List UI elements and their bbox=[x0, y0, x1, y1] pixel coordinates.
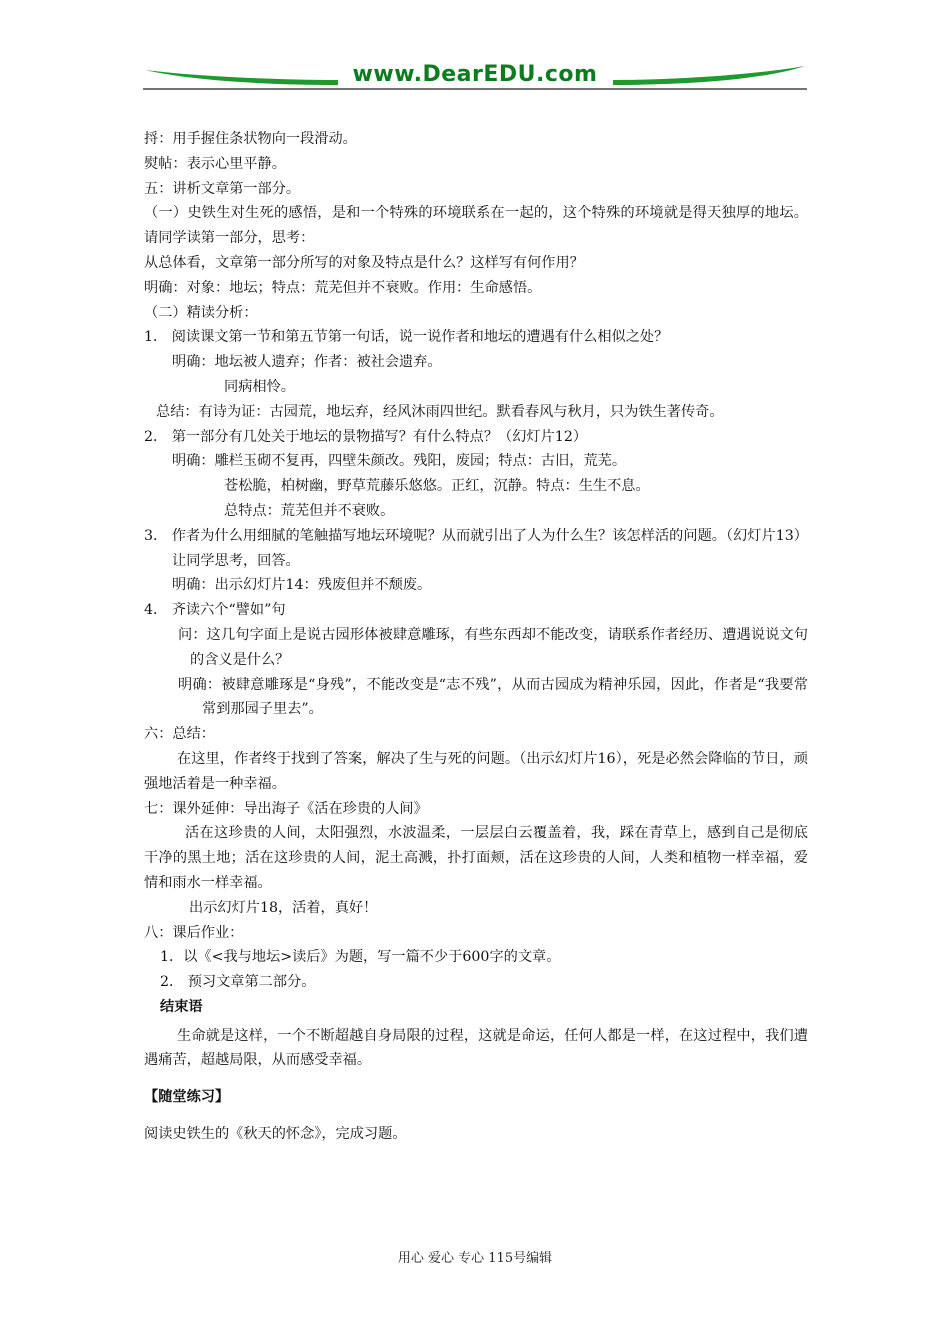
section-heading: 八：课后作业： bbox=[144, 924, 244, 941]
numbered-item: 3． 作者为什么用细腻的笔触描写地坛环境呢？从而就引出了人为什么生？该怎样活的问题。（幻灯片13）让同学思考，回答。 bbox=[144, 527, 808, 569]
answer-line: 明确：雕栏玉砌不复再，四壁朱颜改。残阳，废园；特点：古旧，荒芜。 bbox=[172, 453, 627, 470]
numbered-item: 2． 第一部分有几处关于地坛的景物描写？有什么特点？（幻灯片12） bbox=[144, 428, 588, 445]
answer-line: 同病相怜。 bbox=[224, 378, 295, 395]
poem-paragraph: 活在这珍贵的人间，太阳强烈，水波温柔，一层层白云覆盖着，我，踩在青草上，感到自己是彻底干净的黑土地；活在这珍贵的人间，泥土高溅，扑打面颊，活在这珍贵的人间，人类和植物一样幸福，爱情和雨水一样幸福。 bbox=[144, 825, 808, 891]
page-header bbox=[143, 58, 807, 94]
vocab-line: 捋：用手握住条状物向一段滑动。 bbox=[144, 131, 357, 147]
site-logo: www.DearEDU.com bbox=[352, 62, 598, 87]
numbered-item: 1． 阅读课文第一节和第五节第一句话，说一说作者和地坛的遭遇有什么相似之处？ bbox=[144, 329, 669, 346]
closing-heading: 结束语 bbox=[160, 998, 203, 1015]
exercise-heading: 【随堂练习】 bbox=[144, 1089, 230, 1106]
answer-line: 苍松脆，柏树幽，野草荒藤乐悠悠。正红，沉静。特点：生生不息。 bbox=[224, 478, 650, 495]
summary-line: 总结：有诗为证：古园荒，地坛弃，经风沐雨四世纪。默看春风与秋月，只为铁生著传奇。 bbox=[156, 403, 724, 420]
page-footer: 用心 爱心 专心 115号编辑 bbox=[397, 1251, 553, 1266]
answer-line: 明确：地坛被人遗弃；作者：被社会遗弃。 bbox=[172, 354, 442, 371]
answer-line: 明确：对象：地坛；特点：荒芜但并不衰败。作用：生命感悟。 bbox=[144, 279, 542, 296]
subsection-heading: （二）精读分析： bbox=[144, 304, 258, 321]
section-heading: 六：总结： bbox=[144, 726, 215, 743]
section-heading: 五：讲析文章第一部分。 bbox=[144, 180, 301, 197]
answer-line: 明确：被肆意雕琢是“身残”，不能改变是“志不残”，从而古园成为精神乐园，因此，作者是“我要常常到那园子里去”。 bbox=[178, 676, 808, 718]
homework-item: 2． 预习文章第二部分。 bbox=[160, 974, 316, 991]
homework-item: 1．以《<我与地坛>读后》为题，写一篇不少于600字的文章。 bbox=[160, 949, 561, 966]
section-heading: 七：课外延伸：导出海子《活在珍贵的人间》 bbox=[144, 800, 428, 817]
numbered-item: 4． 齐读六个“譬如”句 bbox=[144, 602, 286, 619]
document-body bbox=[144, 127, 808, 1147]
closing-paragraph: 生命就是这样，一个不断超越自身局限的过程，这就是命运，任何人都是一样，在这过程中，我们遭遇痛苦，超越局限，从而感受幸福。 bbox=[144, 1027, 808, 1069]
exercise-instruction: 阅读史铁生的《秋天的怀念》，完成习题。 bbox=[144, 1126, 407, 1143]
paragraph: （一）史铁生对生死的感悟，是和一个特殊的环境联系在一起的，这个特殊的环境就是得天独厚的地坛。请同学读第一部分，思考： bbox=[144, 205, 808, 247]
paragraph: 在这里，作者终于找到了答案，解决了生与死的问题。（出示幻灯片16），死是必然会降临的节日，顽强地活着是一种幸福。 bbox=[144, 750, 808, 792]
question-line: 问：这几句字面上是说古园形体被肆意雕琢，有些东西却不能改变，请联系作者经历、遭遇说说文句的含义是什么？ bbox=[178, 626, 808, 668]
vocab-line: 熨帖：表示心里平静。 bbox=[144, 155, 286, 172]
answer-line: 明确：出示幻灯片14：残废但并不颓废。 bbox=[172, 577, 432, 594]
question-line: 从总体看，文章第一部分所写的对象及特点是什么？这样写有何作用？ bbox=[144, 254, 584, 271]
paragraph: 出示幻灯片18，活着，真好！ bbox=[189, 899, 378, 916]
answer-line: 总特点：荒芜但并不衰败。 bbox=[224, 502, 395, 519]
